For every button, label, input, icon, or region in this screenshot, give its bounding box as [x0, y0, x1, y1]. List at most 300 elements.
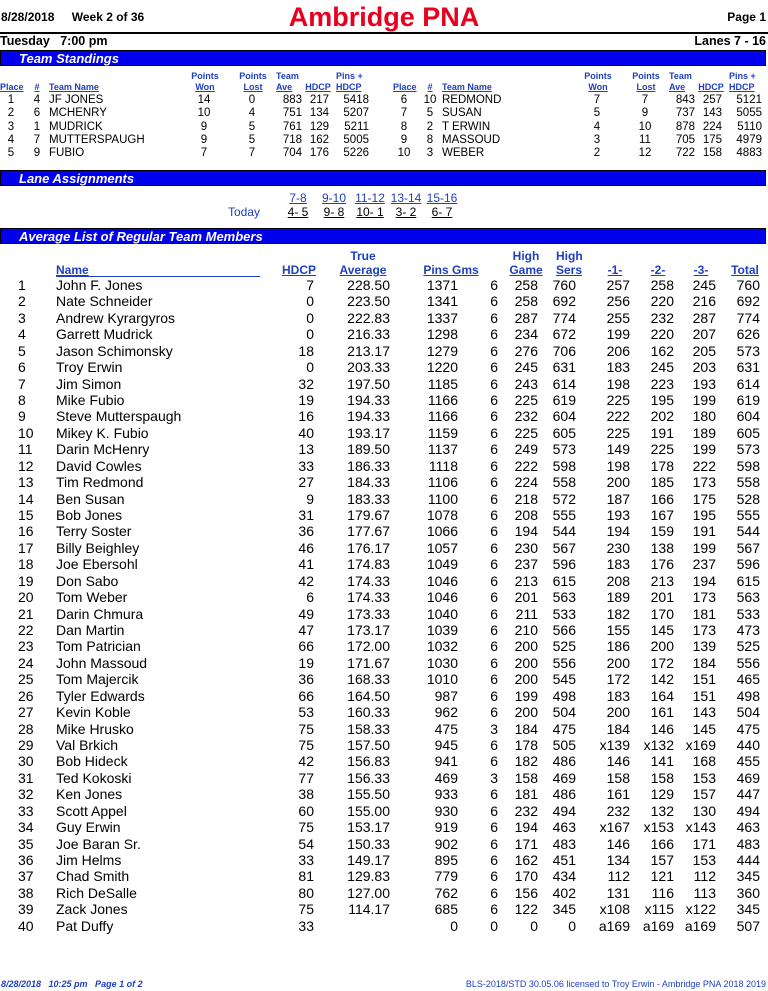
league-title: Ambridge PNA [288, 2, 480, 32]
games: 6 [490, 687, 498, 704]
total: 558 [736, 474, 760, 491]
true-average-header [332, 249, 394, 277]
standings-hdcp: 257 [702, 94, 722, 106]
hdcp: 6 [306, 589, 314, 606]
game2: 166 [650, 490, 674, 507]
standings-num: 5 [426, 107, 434, 120]
standings-team: WEBER [442, 147, 485, 160]
standings-left-ave-header [276, 71, 304, 93]
total: 533 [736, 605, 760, 622]
bowler-name: Scott Appel [56, 802, 127, 819]
total: 498 [736, 687, 760, 704]
pins: 919 [434, 819, 458, 836]
standings-right-pins-header-line: HDCP [729, 82, 755, 92]
standings-team: FUBIO [49, 147, 85, 160]
section-average-list: Average List of Regular Team Members [0, 228, 766, 244]
game2: 258 [650, 277, 674, 293]
average: 156.33 [347, 769, 390, 786]
game3: a169 [684, 917, 716, 934]
game1: 230 [606, 539, 630, 556]
game2: 159 [650, 523, 674, 540]
high-series: 563 [552, 589, 576, 606]
bowler-name: John F. Jones [56, 277, 143, 293]
pins: 945 [434, 737, 458, 754]
standings-right-ave-header [669, 71, 697, 93]
high-game: 225 [514, 424, 538, 441]
bowler-name: Darin McHenry [56, 441, 150, 458]
total: 483 [736, 835, 760, 852]
bowler-name: Ted Kokoski [56, 769, 132, 786]
total: 473 [736, 622, 760, 639]
lanes-range: Lanes 7 - 16 [694, 34, 766, 48]
high-series: 494 [552, 802, 576, 819]
rank: 14 [18, 490, 34, 507]
game3: 195 [692, 507, 716, 524]
name-header [56, 263, 256, 277]
total: 555 [736, 507, 760, 524]
bowler-row [0, 622, 768, 639]
high-game: 194 [514, 819, 538, 836]
high-series: 614 [552, 375, 576, 392]
standings-won: 2 [593, 147, 601, 160]
pins: 1046 [426, 589, 458, 606]
bowler-name: Bob Hideck [56, 753, 128, 770]
total: 504 [736, 704, 760, 721]
high-series: 533 [552, 605, 576, 622]
section-team-standings: Team Standings [0, 50, 766, 66]
average: 168.33 [347, 671, 390, 688]
game1: 255 [606, 309, 630, 326]
pins: 475 [434, 720, 458, 737]
standings-won: 14 [197, 94, 211, 106]
high-game: 0 [530, 917, 538, 934]
game2: 185 [650, 474, 674, 491]
total: 507 [736, 917, 760, 934]
rank: 39 [18, 901, 34, 918]
standings-team: JF JONES [49, 94, 104, 106]
high-game: 211 [515, 605, 538, 622]
high-game: 156 [514, 884, 538, 901]
total: 573 [736, 342, 760, 359]
high-series: 345 [552, 901, 576, 918]
bowler-row [0, 671, 768, 688]
bowler-row [0, 556, 768, 573]
high-series: 525 [552, 638, 576, 655]
bowler-row [0, 753, 768, 770]
high-series: 402 [552, 884, 576, 901]
game1: 183 [606, 687, 630, 704]
average: 173.17 [347, 622, 390, 639]
lane-pair: 7-8 [289, 191, 307, 205]
game3: 143 [692, 704, 716, 721]
bowler-name: Chad Smith [56, 868, 130, 885]
game1: 198 [606, 457, 630, 474]
average: 160.33 [347, 704, 390, 721]
standings-num: 3 [426, 147, 434, 160]
bowler-row [0, 868, 768, 885]
game1: 131 [606, 884, 630, 901]
rank: 26 [18, 687, 34, 704]
rank: 33 [18, 802, 34, 819]
hdcp: 33 [298, 457, 314, 474]
average: 222.83 [347, 309, 390, 326]
pins: 1341 [426, 293, 458, 310]
standings-lost: 7 [248, 147, 256, 160]
standings-num: 2 [426, 120, 434, 133]
total: 760 [736, 277, 760, 293]
average: 174.33 [347, 589, 390, 606]
game1: 183 [606, 359, 630, 376]
game3: 189 [692, 424, 716, 441]
standings-place: 8 [400, 120, 408, 133]
hdcp: 7 [306, 277, 314, 293]
standings-place: 6 [400, 94, 408, 106]
game3: 207 [692, 326, 716, 343]
standings-won: 7 [200, 147, 208, 160]
game2: 166 [650, 835, 674, 852]
game2: x132 [643, 737, 674, 754]
standings-hdcp: 143 [702, 107, 722, 120]
game3: 168 [692, 753, 716, 770]
bowler-row [0, 688, 768, 705]
bowler-name: Steve Mutterspaugh [56, 408, 182, 425]
game2: 158 [650, 769, 674, 786]
pins: 902 [434, 835, 458, 852]
game3: 173 [692, 622, 716, 639]
game3: 194 [692, 572, 716, 589]
high-series: 434 [552, 868, 576, 885]
bowler-row [0, 836, 768, 853]
standings-won: 4 [593, 120, 601, 133]
bowler-row [0, 704, 768, 721]
standings-ave: 878 [675, 120, 695, 133]
game1: x167 [599, 819, 630, 836]
pins: 1185 [427, 375, 458, 392]
lane-pair: 13-14 [390, 191, 422, 205]
games: 3 [490, 720, 498, 737]
average: 173.33 [347, 605, 390, 622]
rank: 9 [18, 408, 26, 425]
rank: 10 [18, 424, 34, 441]
game1: 200 [606, 704, 630, 721]
high-series: 498 [552, 687, 576, 704]
high-series: 556 [552, 654, 576, 671]
game2: 145 [650, 622, 674, 639]
high-sers-header-line: Sers [556, 263, 583, 277]
standings-lost: 5 [248, 133, 256, 146]
game3: 191 [692, 523, 716, 540]
section-lane-assignments: Lane Assignments [0, 170, 766, 186]
pins: 1159 [427, 424, 458, 441]
game1: 189 [606, 589, 630, 606]
game1: x108 [599, 901, 630, 918]
standings-right-pins-header-line: Pins + [729, 71, 756, 81]
bowler-row [0, 392, 768, 409]
bowler-row [0, 425, 768, 442]
bowler-row [0, 343, 768, 360]
bowler-row [0, 786, 768, 803]
standings-ave: 718 [282, 133, 302, 146]
standings-ave: 705 [675, 133, 695, 146]
high-game: 200 [514, 654, 538, 671]
rank: 37 [18, 868, 34, 885]
game3: 112 [693, 868, 716, 885]
game2: 225 [650, 441, 674, 458]
total: 544 [736, 523, 760, 540]
standings-lost: 12 [638, 147, 652, 160]
bowler-row [0, 310, 768, 327]
standings-team: MASSOUD [442, 133, 501, 146]
high-series: 451 [552, 852, 576, 869]
pins: 685 [434, 901, 458, 918]
rank: 5 [18, 342, 26, 359]
standings-right-pins-header [729, 71, 761, 93]
standings-num: 9 [33, 147, 41, 160]
high-series: 505 [552, 737, 576, 754]
rank: 35 [18, 835, 34, 852]
standings-right-hdcp-header [696, 82, 726, 93]
games: 6 [490, 852, 498, 869]
high-series: 486 [552, 786, 576, 803]
game1: 155 [606, 622, 630, 639]
standings-num: 1 [33, 120, 41, 133]
bowler-name: Billy Beighley [56, 539, 140, 556]
standings-pins: 4979 [736, 133, 762, 146]
game1: 256 [606, 293, 630, 310]
bowler-row [0, 655, 768, 672]
game2: 164 [650, 687, 674, 704]
games: 6 [490, 901, 498, 918]
high-game: 200 [514, 704, 538, 721]
hdcp: 9 [306, 490, 314, 507]
pins: 0 [450, 917, 458, 934]
pins: 987 [434, 687, 458, 704]
average: 164.50 [347, 687, 390, 704]
standings-won: 10 [197, 107, 211, 120]
standings-pins: 5005 [343, 133, 369, 146]
bowler-name: Tyler Edwards [56, 687, 145, 704]
standings-lost: 4 [248, 107, 256, 120]
standings-left-ave-header-line: Ave [276, 82, 293, 92]
standings-hdcp: 134 [309, 107, 329, 120]
game2: 116 [651, 884, 674, 901]
high-series: 0 [568, 917, 576, 934]
standings-team: MCHENRY [49, 107, 107, 120]
high-game: 200 [514, 671, 538, 688]
high-series: 615 [552, 572, 576, 589]
game2: 220 [650, 293, 674, 310]
game3: 175 [692, 490, 716, 507]
total-header-line: Total [731, 263, 759, 277]
pins: 930 [434, 802, 458, 819]
average: 150.33 [347, 835, 390, 852]
hdcp: 53 [298, 704, 314, 721]
standings-team: REDMOND [442, 94, 502, 106]
games: 6 [490, 326, 498, 343]
game2: 129 [650, 786, 674, 803]
game2: 172 [650, 654, 674, 671]
standings-team: T ERWIN [442, 120, 491, 133]
game3: 139 [692, 638, 716, 655]
standings-left-team-header [49, 82, 149, 93]
game1: 200 [606, 654, 630, 671]
high-series: 760 [552, 277, 576, 293]
total: 692 [736, 293, 760, 310]
standings-place: 3 [7, 120, 15, 133]
rank: 3 [18, 309, 26, 326]
standings-won: 9 [200, 133, 208, 146]
standings-left-place-header-line: Place [0, 82, 24, 92]
games: 6 [490, 392, 498, 408]
high-game: 178 [514, 737, 538, 754]
bowler-name: Joe Baran Sr. [56, 835, 141, 852]
average: 203.33 [347, 359, 390, 376]
game3-header-line: -3- [693, 263, 709, 277]
hdcp: 32 [298, 375, 314, 392]
high-game: 208 [514, 507, 538, 524]
pins: 1032 [426, 638, 458, 655]
high-game: 170 [514, 868, 538, 885]
bowler-row [0, 852, 768, 869]
total: 444 [736, 852, 760, 869]
game2: 245 [650, 359, 674, 376]
standings-left-lost-header-line: Points [239, 71, 267, 81]
game3: 193 [692, 375, 716, 392]
total: 598 [736, 457, 760, 474]
rank: 30 [18, 753, 34, 770]
hdcp: 36 [298, 523, 314, 540]
pins: 1039 [426, 622, 458, 639]
game3: 173 [692, 474, 716, 491]
game2: 138 [650, 539, 674, 556]
true-average-header-line: True [350, 249, 376, 263]
bowler-row [0, 803, 768, 820]
standings-lost: 9 [641, 107, 649, 120]
bowler-row [0, 606, 768, 623]
game1: 134 [606, 852, 630, 869]
game3: 130 [692, 802, 716, 819]
game2: 132 [650, 802, 674, 819]
total: 469 [736, 769, 760, 786]
total: 567 [736, 539, 760, 556]
bowler-name: Mikey K. Fubio [56, 424, 149, 441]
bowler-name: Pat Duffy [56, 917, 114, 934]
average: 194.33 [347, 392, 390, 408]
high-series: 566 [552, 622, 576, 639]
game2: 202 [650, 408, 674, 425]
standings-right-num-header [424, 82, 436, 93]
rank: 27 [18, 704, 34, 721]
game2-header [643, 263, 673, 277]
hdcp: 81 [298, 868, 314, 885]
standings-left-won-header-line: Won [195, 82, 215, 92]
hdcp: 54 [298, 835, 314, 852]
standings-right-num-header-line: # [427, 82, 433, 92]
high-game: 122 [514, 901, 538, 918]
bowler-name: Nate Schneider [56, 293, 153, 310]
bowler-row [0, 474, 768, 491]
standings-place: 9 [400, 133, 408, 146]
standings-won: 9 [200, 120, 208, 133]
standings-hdcp: 129 [309, 120, 329, 133]
pins: 1046 [426, 572, 458, 589]
hdcp: 42 [298, 753, 314, 770]
bowler-name: Ben Susan [56, 490, 125, 507]
high-game: 237 [514, 556, 538, 573]
pins: 962 [434, 704, 458, 721]
games: 6 [490, 605, 498, 622]
standings-row [0, 147, 768, 160]
total: 345 [736, 901, 760, 918]
rank: 21 [18, 605, 34, 622]
hdcp: 46 [298, 539, 314, 556]
game3: 199 [692, 441, 716, 458]
hdcp-header-line: HDCP [281, 263, 316, 277]
standings-right-ave-header-line: Team [669, 71, 692, 81]
standings-left-lost-header [234, 71, 272, 93]
bowler-name: Bob Jones [56, 507, 123, 524]
bowler-row [0, 589, 768, 606]
bowler-name: Jim Helms [56, 852, 122, 869]
average: 177.67 [347, 523, 390, 540]
pins: 933 [434, 786, 458, 803]
game1: 208 [606, 572, 630, 589]
standings-lost: 0 [248, 94, 256, 106]
hdcp: 41 [298, 556, 314, 573]
average: 184.33 [347, 474, 390, 491]
bowler-name: Darin Chmura [56, 605, 144, 622]
standings-right-ave-header-line: Ave [669, 82, 686, 92]
standings-pins: 5207 [343, 107, 369, 120]
standings-lost: 10 [638, 120, 652, 133]
high-series: 555 [552, 507, 576, 524]
pins: 1298 [426, 326, 458, 343]
total: 626 [736, 326, 760, 343]
high-series: 598 [552, 457, 576, 474]
game2: 200 [650, 638, 674, 655]
hdcp: 16 [298, 408, 314, 425]
pins-gms-header [420, 263, 482, 277]
high-series: 504 [552, 704, 576, 721]
bowler-name: Val Brkich [56, 737, 118, 754]
rank: 11 [18, 441, 33, 458]
total: 463 [736, 819, 760, 836]
standings-place: 4 [7, 133, 15, 146]
game1: 182 [606, 605, 630, 622]
bowler-row [0, 737, 768, 754]
games: 3 [490, 769, 498, 786]
pins: 1057 [426, 539, 458, 556]
standings-pins: 5110 [737, 120, 762, 133]
games: 6 [490, 572, 498, 589]
game1-header-line: -1- [607, 263, 623, 277]
total: 774 [736, 309, 760, 326]
standings-right-won-header-line: Points [584, 71, 612, 81]
average: 176.17 [347, 539, 390, 556]
total: 525 [736, 638, 760, 655]
bowler-name: Jim Simon [56, 375, 122, 392]
game3: 145 [692, 720, 716, 737]
games: 6 [490, 654, 498, 671]
game2: a169 [642, 917, 674, 934]
standings-place: 1 [7, 94, 15, 106]
average: 155.50 [347, 786, 390, 803]
lane-matchup: 10- 1 [356, 205, 384, 219]
high-game: 232 [514, 802, 538, 819]
high-series: 706 [552, 342, 576, 359]
standings-right-hdcp-header-line: HDCP [698, 82, 724, 92]
standings-ave: 722 [675, 147, 695, 160]
